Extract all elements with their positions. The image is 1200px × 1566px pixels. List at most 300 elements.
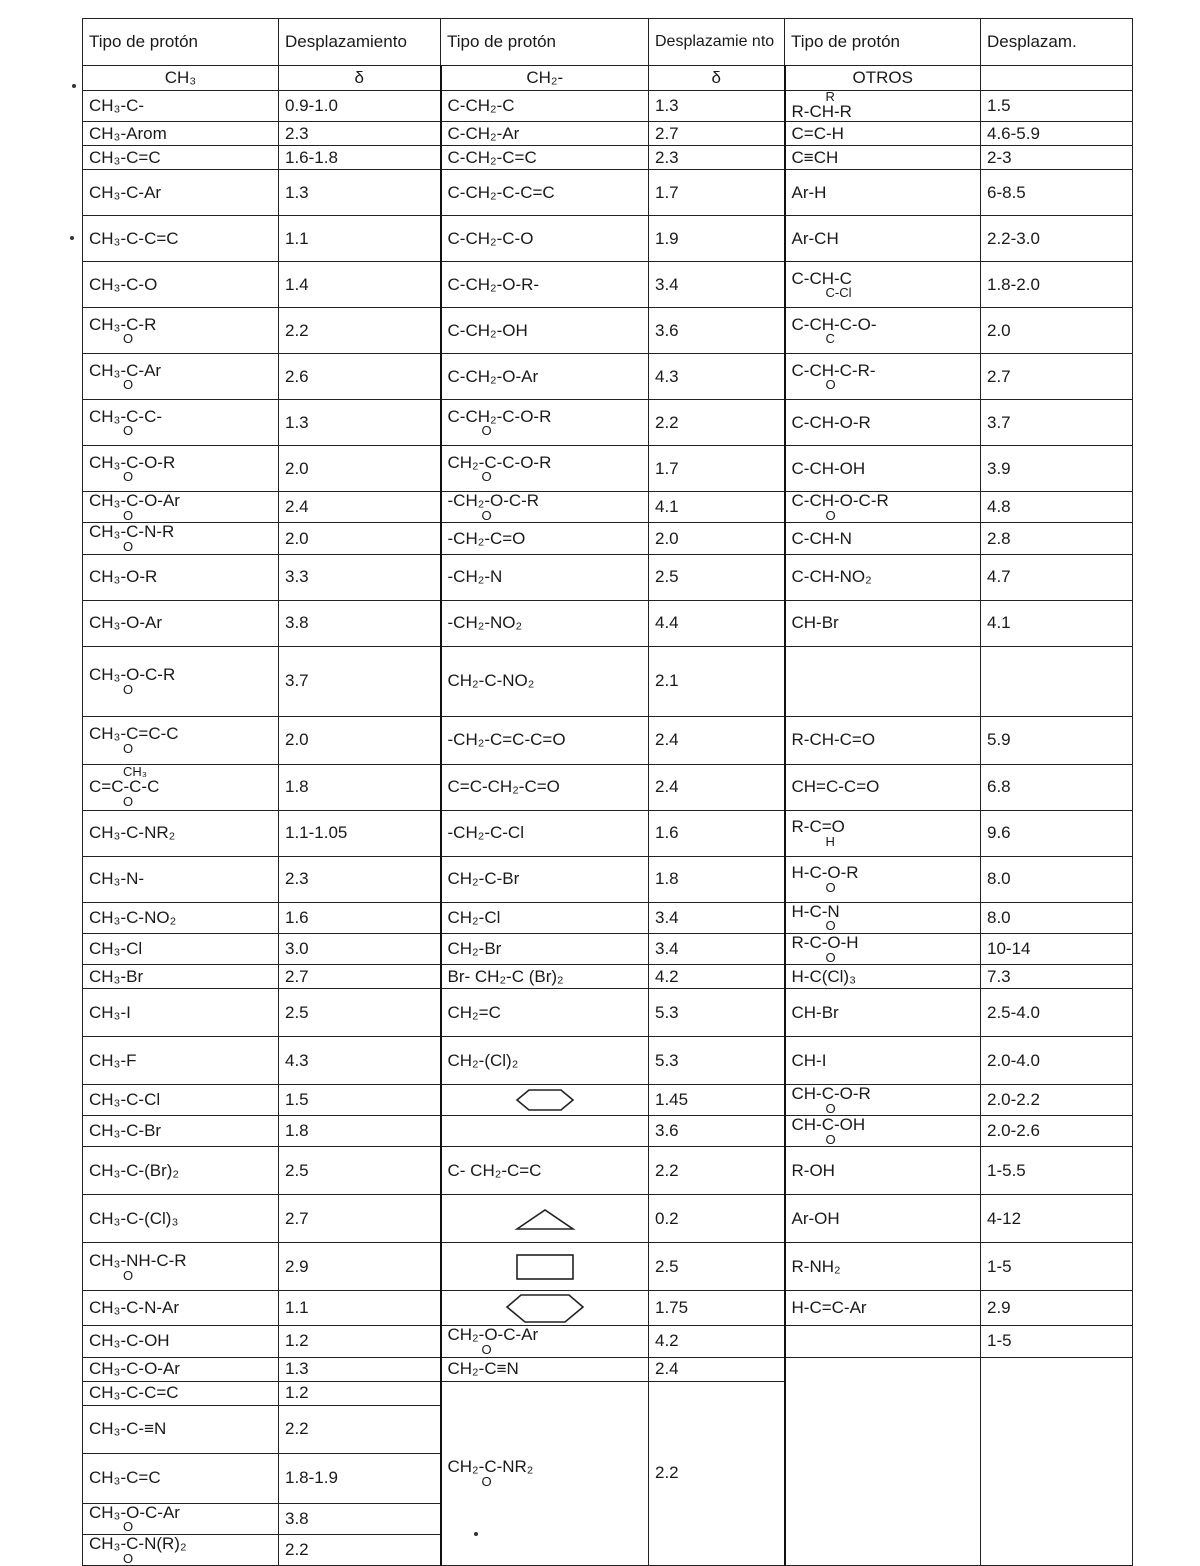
other-proton-type [785, 216, 981, 262]
ch2-shift [649, 554, 785, 600]
other-proton-type [785, 492, 981, 523]
table-row [83, 523, 1133, 554]
ch3-proton-type [83, 146, 279, 170]
ch2-shift [649, 933, 785, 964]
ch3-shift [279, 764, 441, 810]
ch3-proton-type [83, 1147, 279, 1195]
ch3-proton-type [83, 600, 279, 646]
ch2-shift [649, 1381, 785, 1565]
ch2-proton-type-text: C- CH₂-C=C [447, 1160, 542, 1180]
ch3-shift [279, 1291, 441, 1326]
subheader-delta-2: δ [649, 66, 785, 91]
ch2-proton-type-text: -CH₂-C=C-C=O [447, 730, 566, 750]
ch2-shift [649, 646, 785, 716]
other-proton-type [785, 902, 981, 933]
ch2-proton-type [441, 1147, 649, 1195]
ch3-shift-text: 2.6 [285, 366, 309, 386]
other-proton-type [785, 1147, 981, 1195]
other-shift-empty [981, 1357, 1133, 1565]
ch3-proton-type-text: CH₃-C-Cl [89, 1090, 161, 1110]
other-shift-text: 2.0-4.0 [987, 1050, 1040, 1070]
ch2-shift-text: 1.3 [655, 96, 679, 116]
ch2-proton-type [441, 964, 649, 988]
other-shift-text: 4.1 [987, 613, 1011, 633]
other-shift-text: 4.6-5.9 [987, 123, 1040, 143]
ch3-proton-type-text: CH₃-C-O [89, 274, 158, 294]
other-proton-type-text: Ar-H [791, 182, 827, 202]
ch2-shift-text: 2.2 [655, 1160, 679, 1180]
ch3-proton-type-text: CH₃-C-O-R [89, 452, 176, 472]
other-shift-text: 1.8-2.0 [987, 274, 1040, 294]
ch2-proton-type [441, 1036, 649, 1084]
header-proton-type-2: Tipo de protón [441, 19, 649, 66]
other-proton-type [785, 554, 981, 600]
ch2-shift-text: 2.2 [655, 412, 679, 432]
other-shift [981, 810, 1133, 856]
ch2-shift [649, 170, 785, 216]
cyclopropane-icon [448, 1207, 643, 1231]
table-row [83, 146, 1133, 170]
ch3-shift-text: 2.3 [285, 123, 309, 143]
ch2-shift [649, 902, 785, 933]
ch3-proton-type [83, 1326, 279, 1357]
subheader-ch3: CH₃ [83, 66, 279, 91]
ch3-shift-text: 1.2 [285, 1331, 309, 1351]
proton-shift-table [82, 18, 1133, 1566]
other-proton-type [785, 764, 981, 810]
ch2-shift-text: 3.6 [655, 320, 679, 340]
ch2-shift [649, 600, 785, 646]
ch3-shift-text: 2.7 [285, 966, 309, 986]
header-shift-3: Desplazam. [981, 19, 1133, 66]
ch2-shift [649, 308, 785, 354]
ch2-proton-type [441, 1116, 649, 1147]
other-shift-text: 7.3 [987, 966, 1011, 986]
table-row [83, 262, 1133, 308]
other-shift [981, 1147, 1133, 1195]
ch3-shift-text: 1.1 [285, 1298, 309, 1318]
ch2-shift-text: 5.3 [655, 1002, 679, 1022]
other-shift [981, 354, 1133, 400]
other-shift-text: 2.0-2.6 [987, 1121, 1040, 1141]
ch2-shift-text: 2.7 [655, 123, 679, 143]
other-proton-type [785, 600, 981, 646]
table-row [83, 1036, 1133, 1084]
subheader-blank [981, 66, 1133, 91]
ch3-shift-text: 1.8 [285, 777, 309, 797]
ch2-shift-text: 1.75 [655, 1298, 689, 1318]
ch3-proton-type [83, 1116, 279, 1147]
table-row [83, 1357, 1133, 1381]
ch3-proton-type [83, 216, 279, 262]
other-shift [981, 216, 1133, 262]
other-shift-text: 2.0-2.2 [987, 1090, 1040, 1110]
other-proton-type-text: H-C-O-R [791, 862, 859, 882]
other-proton-type [785, 1116, 981, 1147]
ch2-shift [649, 446, 785, 492]
header-shift-2: Desplazamie nto [649, 19, 785, 66]
other-proton-type-carbonyl-o: H [825, 833, 835, 849]
other-proton-type-text: C-CH-N [791, 528, 852, 548]
subheader-row [83, 66, 1133, 91]
ch2-proton-type-text: -CH₂-N [447, 567, 503, 587]
ch3-shift [279, 1326, 441, 1357]
other-shift [981, 856, 1133, 902]
ch2-shift-text: 3.4 [655, 907, 679, 927]
ch3-shift [279, 308, 441, 354]
other-shift [981, 964, 1133, 988]
ch3-shift [279, 354, 441, 400]
ch2-proton-type-text: -CH₂-NO₂ [447, 613, 523, 633]
other-proton-type-text: C=C-H [791, 123, 844, 143]
other-proton-type [785, 646, 981, 716]
ch2-proton-type-carbonyl-o: O [481, 469, 492, 485]
ch3-proton-type-text: CH₃-O-Ar [89, 613, 163, 633]
ch2-shift-text: 3.4 [655, 274, 679, 294]
ch3-shift [279, 1243, 441, 1291]
other-shift [981, 716, 1133, 764]
other-proton-type-carbonyl-o: O [825, 1100, 836, 1116]
other-proton-type [785, 1195, 981, 1243]
ch3-shift-text: 3.0 [285, 938, 309, 958]
other-shift [981, 523, 1133, 554]
ch2-proton-type [441, 1291, 649, 1326]
ch3-proton-type-text: CH₃-C=C-C [89, 723, 179, 743]
ch3-shift [279, 1357, 441, 1381]
ch3-proton-type [83, 902, 279, 933]
table-row [83, 554, 1133, 600]
table-row [83, 1326, 1133, 1357]
table-row [83, 716, 1133, 764]
cyclopentane-icon [448, 1291, 643, 1325]
other-proton-type-text: R-NH₂ [791, 1256, 841, 1276]
ch2-proton-type-text: C-CH₂-O-Ar [447, 366, 539, 386]
ch3-shift-text: 1.6 [285, 907, 309, 927]
other-proton-type [785, 988, 981, 1036]
ch3-proton-type [83, 1195, 279, 1243]
ch3-proton-type [83, 170, 279, 216]
ch2-proton-type [441, 308, 649, 354]
ch3-proton-type-text: CH₃-Cl [89, 938, 143, 958]
ch3-proton-type-carbonyl-o: O [123, 740, 134, 756]
other-shift-text: 3.9 [987, 458, 1011, 478]
ch3-proton-type-text: CH₃-Arom [89, 123, 167, 143]
ch3-proton-type [83, 1357, 279, 1381]
ch3-shift-text: 1.3 [285, 1359, 309, 1379]
other-proton-type-text: CH-C-O-R [791, 1084, 871, 1103]
ch2-shift [649, 262, 785, 308]
ch3-proton-type-text: CH₃-C-O-Ar [89, 1359, 180, 1379]
ch3-shift [279, 1036, 441, 1084]
table-row [83, 122, 1133, 146]
ch2-proton-type [441, 91, 649, 122]
ch3-shift [279, 810, 441, 856]
table-row [83, 964, 1133, 988]
ch3-proton-type-text: C=C-C-C [89, 777, 160, 797]
ch3-shift-text: 2.0 [285, 458, 309, 478]
other-proton-type-text: H-C=C-Ar [791, 1298, 867, 1318]
ch3-proton-type-carbonyl-o: O [123, 1550, 134, 1566]
ch2-shift [649, 964, 785, 988]
table-row [83, 600, 1133, 646]
ch2-proton-type-text: CH₂-O-C-Ar [447, 1325, 539, 1345]
ch3-shift [279, 523, 441, 554]
ch2-proton-type [441, 646, 649, 716]
ch2-shift-text: 3.6 [655, 1121, 679, 1141]
ch3-proton-type [83, 492, 279, 523]
other-shift [981, 400, 1133, 446]
ch3-proton-type [83, 716, 279, 764]
other-shift-text: 1.5 [987, 96, 1011, 116]
ch3-proton-type [83, 354, 279, 400]
other-proton-type-carbonyl-o: O [825, 508, 836, 523]
ch3-shift-text: 3.8 [285, 1508, 309, 1528]
ch2-proton-type [441, 1084, 649, 1115]
ch3-shift-text: 2.5 [285, 1002, 309, 1022]
other-shift [981, 988, 1133, 1036]
other-shift-text: 2.7 [987, 366, 1011, 386]
other-shift-text: 6.8 [987, 777, 1011, 797]
other-proton-type [785, 716, 981, 764]
subheader-ch2: CH₂- [441, 66, 649, 91]
ch3-shift [279, 91, 441, 122]
other-shift-text: 8.0 [987, 869, 1011, 889]
ch2-proton-type-text: C-CH₂-C [447, 96, 515, 116]
ch3-shift [279, 492, 441, 523]
ch3-shift [279, 216, 441, 262]
other-shift [981, 1195, 1133, 1243]
other-proton-type-text: CH=C-C=O [791, 777, 880, 797]
other-shift-text: 9.6 [987, 823, 1011, 843]
ch3-proton-type [83, 1036, 279, 1084]
ch3-shift-text: 4.3 [285, 1050, 309, 1070]
ch2-proton-type-text: CH₂-(Cl)₂ [447, 1050, 519, 1070]
ch2-shift [649, 216, 785, 262]
ch3-proton-type [83, 856, 279, 902]
ch2-shift-text: 2.2 [655, 1463, 679, 1483]
ch3-proton-type [83, 446, 279, 492]
ch3-shift [279, 988, 441, 1036]
ch3-proton-type [83, 988, 279, 1036]
ch2-proton-type-text: C-CH₂-C=C [447, 147, 537, 167]
ch3-shift [279, 1195, 441, 1243]
ch3-shift-text: 3.3 [285, 567, 309, 587]
ch3-proton-type [83, 1453, 279, 1503]
ch3-proton-type-text: CH₃-C-(Br)₂ [89, 1160, 179, 1180]
ch3-proton-type-text: CH₃-C-OH [89, 1331, 170, 1351]
other-proton-type [785, 810, 981, 856]
ch3-proton-type-text: CH₃-C-C=C [89, 1383, 179, 1403]
ch3-proton-type-text: CH₃-C-N(R)₂ [89, 1534, 187, 1553]
ch3-proton-type [83, 1243, 279, 1291]
other-proton-type-text: C≡CH [791, 147, 839, 167]
ch3-shift [279, 646, 441, 716]
ch3-proton-type-carbonyl-o: O [123, 1267, 134, 1283]
other-shift-text: 2.9 [987, 1298, 1011, 1318]
ch3-proton-type-text: CH₃-O-R [89, 567, 158, 587]
other-shift [981, 492, 1133, 523]
ch3-shift [279, 1534, 441, 1565]
ch2-shift-text: 2.3 [655, 147, 679, 167]
ch2-proton-type [441, 446, 649, 492]
ch3-proton-type-text: CH₃-F [89, 1050, 137, 1070]
ch2-shift-text: 0.2 [655, 1208, 679, 1228]
other-proton-type [785, 1291, 981, 1326]
other-proton-type-carbonyl-o: C-Cl [825, 285, 852, 301]
ch2-shift [649, 1326, 785, 1357]
table-row [83, 1116, 1133, 1147]
other-shift [981, 1243, 1133, 1291]
other-shift-text: 2-3 [987, 147, 1012, 167]
ch3-proton-type-text: CH₃-C-(Cl)₃ [89, 1208, 179, 1228]
other-proton-type-text: R-OH [791, 1160, 835, 1180]
other-shift-text: 2.5-4.0 [987, 1002, 1040, 1022]
ch2-proton-type [441, 1357, 649, 1381]
ch3-proton-type [83, 400, 279, 446]
ch2-shift-text: 1.7 [655, 182, 679, 202]
ch3-proton-type-carbonyl-o: O [123, 539, 134, 555]
ch2-shift-text: 2.4 [655, 1359, 679, 1379]
other-shift-text: 2.2-3.0 [987, 228, 1040, 248]
other-proton-type [785, 1084, 981, 1115]
ch2-proton-type-text: CH₂-Br [447, 938, 502, 958]
ch2-proton-type-text: C-CH₂-C-C=C [447, 182, 555, 202]
ch3-proton-type-carbonyl-o: O [123, 423, 134, 439]
other-proton-type-text: C-CH-C-O- [791, 314, 877, 334]
ch3-shift-text: 1.8-1.9 [285, 1468, 338, 1488]
ch3-shift [279, 1453, 441, 1503]
ch2-proton-type [441, 1381, 649, 1565]
other-shift-text: 1-5.5 [987, 1160, 1026, 1180]
ch2-shift-text: 1.45 [655, 1090, 689, 1110]
other-proton-type [785, 856, 981, 902]
ch3-proton-type [83, 646, 279, 716]
table-row [83, 446, 1133, 492]
ch3-proton-type-text: CH₃-C-C=C [89, 228, 179, 248]
ch3-shift-text: 1.6-1.8 [285, 147, 338, 167]
ch3-proton-type-upper-substituent: CH₃ [123, 764, 148, 779]
ch2-shift [649, 1357, 785, 1381]
ch2-proton-type [441, 600, 649, 646]
other-proton-type [785, 146, 981, 170]
table-row [83, 764, 1133, 810]
table-row [83, 1195, 1133, 1243]
ch3-proton-type-text: CH₃-C-N-R [89, 522, 175, 542]
ch2-proton-type-text: CH₂-C-NO₂ [447, 671, 535, 691]
ch3-shift [279, 1116, 441, 1147]
ch3-proton-type-carbonyl-o: O [123, 681, 134, 697]
table-row [83, 1243, 1133, 1291]
other-shift-text: 6-8.5 [987, 182, 1026, 202]
ch3-shift [279, 122, 441, 146]
other-proton-type [785, 122, 981, 146]
other-proton-type [785, 170, 981, 216]
ch2-proton-type [441, 933, 649, 964]
header-proton-type-3: Tipo de protón [785, 19, 981, 66]
other-shift-text: 4.7 [987, 567, 1011, 587]
ch3-shift [279, 1084, 441, 1115]
ch3-proton-type [83, 1084, 279, 1115]
ch3-proton-type-text: CH₃-C-Br [89, 1121, 162, 1141]
other-proton-type [785, 446, 981, 492]
other-proton-type-text: C-CH-O-R [791, 412, 871, 432]
ch3-proton-type-text: CH₃-C=C [89, 147, 161, 167]
other-shift-text: 2.0 [987, 320, 1011, 340]
ch3-shift [279, 554, 441, 600]
ch2-shift-text: 4.4 [655, 613, 679, 633]
ch3-shift [279, 1381, 441, 1405]
header-proton-type-1: Tipo de protón [83, 19, 279, 66]
ch2-proton-type-text: -CH₂-C-Cl [447, 823, 524, 843]
ch2-proton-type-text: CH₂-C-C-O-R [447, 452, 552, 472]
ch2-shift [649, 856, 785, 902]
table-row [83, 810, 1133, 856]
other-shift [981, 308, 1133, 354]
ch2-shift [649, 91, 785, 122]
ch3-shift [279, 170, 441, 216]
other-proton-type-text: CH-I [791, 1050, 827, 1070]
ch2-proton-type [441, 122, 649, 146]
other-shift [981, 1084, 1133, 1115]
ch2-shift [649, 1147, 785, 1195]
ch2-shift-text: 2.5 [655, 1256, 679, 1276]
ch2-proton-type-text: Br- CH₂-C (Br)₂ [447, 966, 564, 986]
ch2-shift-text: 3.4 [655, 938, 679, 958]
other-proton-type-text: Ar-CH [791, 228, 839, 248]
ch3-proton-type [83, 810, 279, 856]
ch3-shift [279, 1503, 441, 1534]
other-shift-text: 10-14 [987, 938, 1031, 958]
other-proton-type [785, 1036, 981, 1084]
scan-speck [72, 84, 76, 88]
ch3-proton-type [83, 523, 279, 554]
ch3-shift-text: 2.2 [285, 1539, 309, 1559]
ch2-proton-type-carbonyl-o: O [481, 423, 492, 439]
ch3-shift-text: 2.3 [285, 869, 309, 889]
ch3-shift-text: 0.9-1.0 [285, 96, 338, 116]
ch2-proton-type-carbonyl-o: O [481, 1342, 492, 1357]
ch3-proton-type-carbonyl-o: O [123, 331, 134, 347]
other-proton-type-text: R-C=O [791, 816, 845, 836]
ch2-shift-text: 5.3 [655, 1050, 679, 1070]
ch2-shift-text: 4.1 [655, 497, 679, 517]
other-shift [981, 764, 1133, 810]
ch2-shift-text: 4.2 [655, 966, 679, 986]
header-shift-1: Desplazamiento [279, 19, 441, 66]
ch3-proton-type [83, 1381, 279, 1405]
ch3-shift-text: 1.3 [285, 412, 309, 432]
ch2-shift [649, 1084, 785, 1115]
ch2-proton-type [441, 216, 649, 262]
ch3-proton-type [83, 91, 279, 122]
ch3-shift-text: 3.8 [285, 613, 309, 633]
other-proton-type-text: H-C-N [791, 902, 840, 921]
ch3-shift [279, 262, 441, 308]
other-shift [981, 146, 1133, 170]
other-shift [981, 600, 1133, 646]
ch3-proton-type-text: CH₃-NH-C-R [89, 1250, 187, 1270]
table-row [83, 646, 1133, 716]
ch3-proton-type [83, 554, 279, 600]
other-proton-type-carbonyl-o: O [825, 879, 836, 895]
ch3-shift [279, 146, 441, 170]
ch3-proton-type [83, 964, 279, 988]
ch2-shift-text: 2.4 [655, 777, 679, 797]
ch3-shift-text: 1.4 [285, 274, 309, 294]
ch2-shift [649, 716, 785, 764]
ch2-proton-type [441, 354, 649, 400]
other-proton-type [785, 400, 981, 446]
